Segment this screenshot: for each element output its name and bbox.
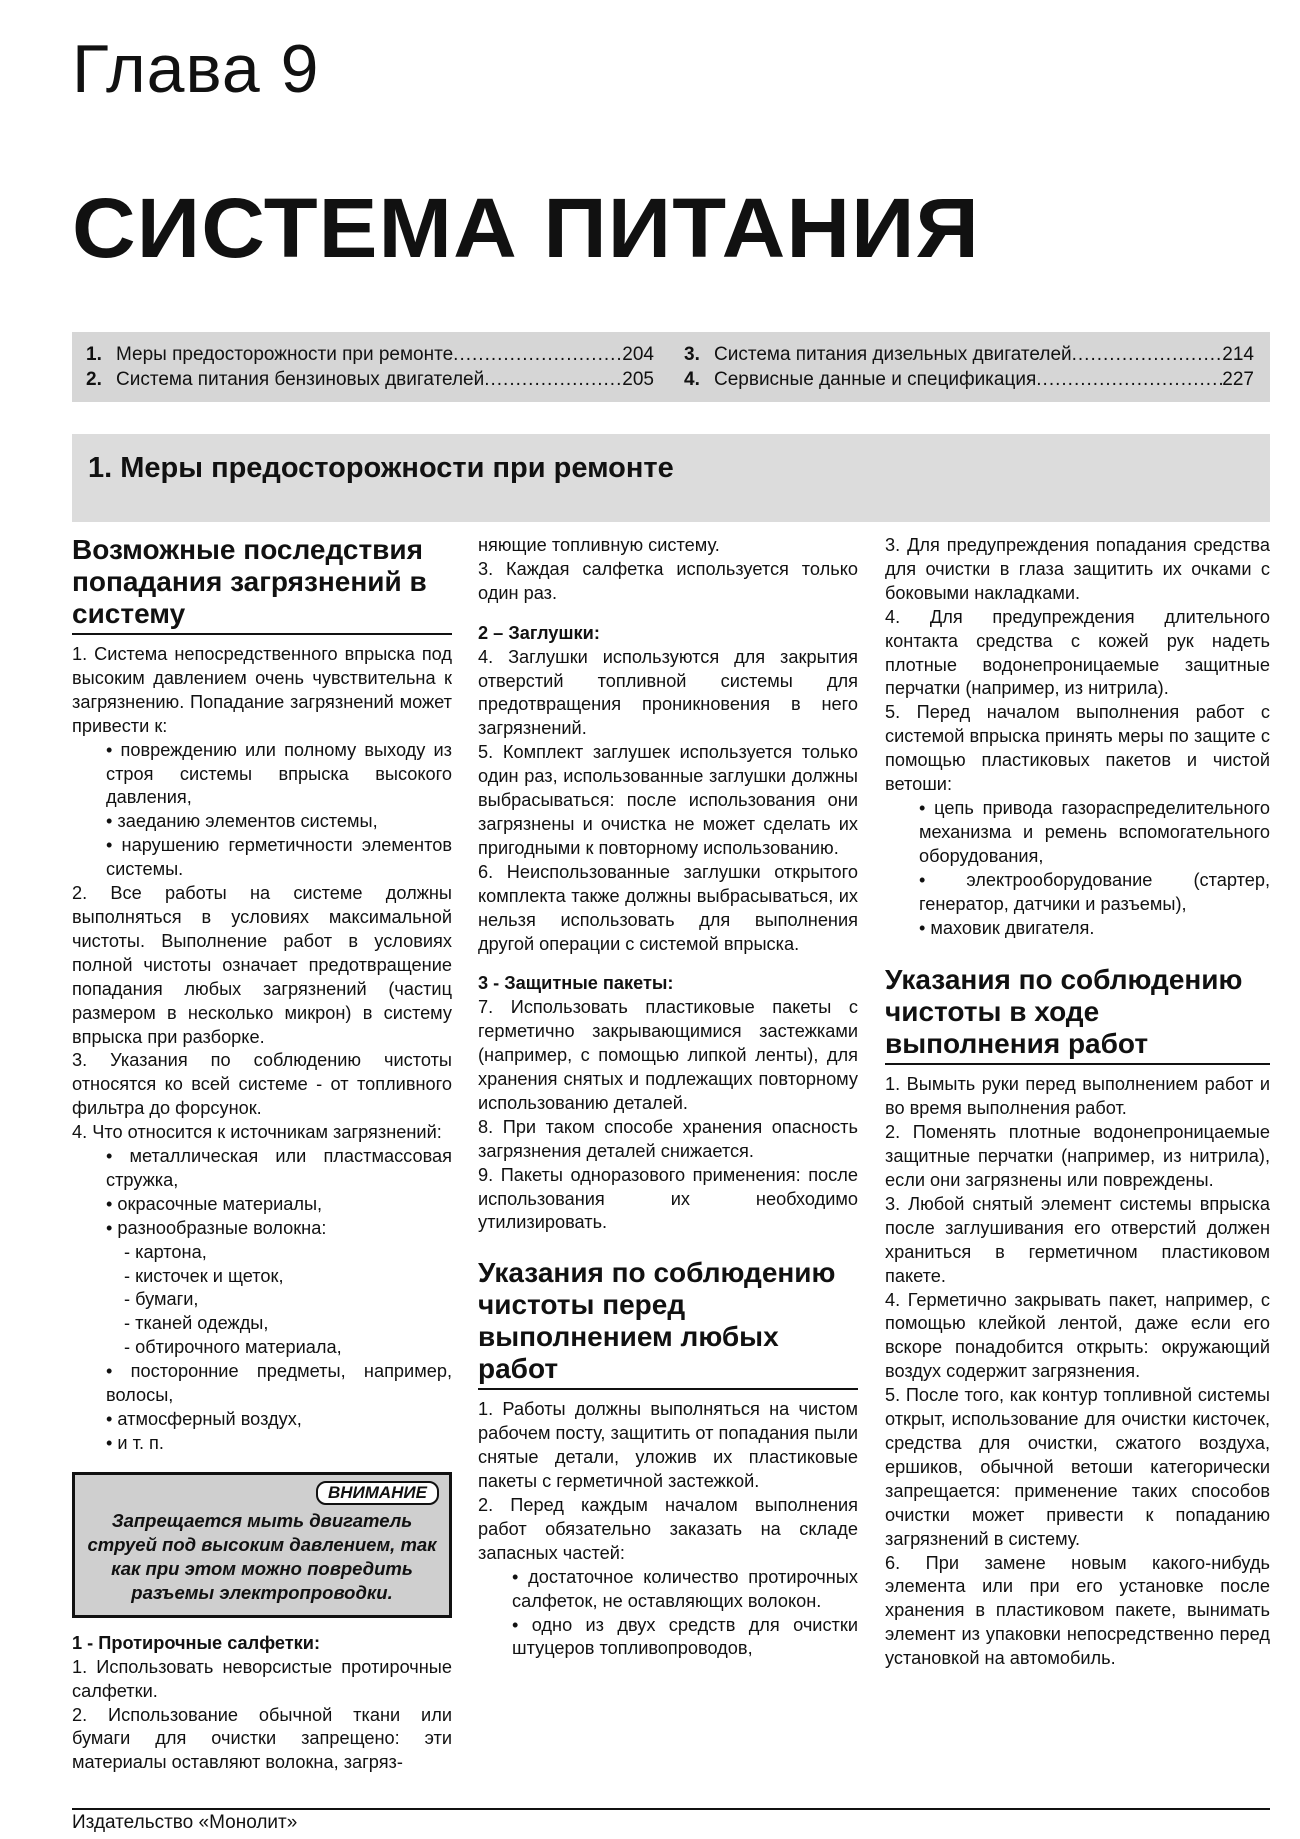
toc-text: Сервисные данные и спецификация [714,369,1037,390]
bullet-item: • повреждению или полному выходу из строя системы впрыска высокого давления, [106,739,452,808]
dash-item: - картона, [124,1241,207,1262]
subsection-heading: Указания по соблюдению чистоты в ходе выполнения работ [885,964,1270,1065]
paragraph: 4. Для предупреждения длительного контакта средства с кожей рук надеть плотные водонепроницаемые защитные перчатки (например, из нитрила). [885,606,1270,699]
dash-item: - тканей одежды, [124,1313,269,1334]
paragraph: 5. Комплект заглушек используется только один раз, использованные заглушки должны выбрасываться: после использования они загрязнены и очистка не может сделать их пригодными к повторному использованию. [478,742,858,858]
dash-item: - бумаги, [124,1289,199,1310]
paragraph: 2. Все работы на системе должны выполняться в условиях максимальной чистоты. Выполнение работ в условиях полной чистоты означает предотвращение попадания любых загрязнений (частиц размером в несколько микрон) в систему впрыска при разборке. [72,883,452,1047]
paragraph: 9. Пакеты одноразового применения: после использования их необходимо утилизировать. [478,1164,858,1233]
chapter-title: СИСТЕМА ПИТАНИЯ [72,181,981,275]
paragraph: 3. Для предупреждения попадания средства для очистки в глаза защитить их очками с боковыми накладками. [885,535,1270,603]
paragraph: 4. Заглушки используются для закрытия отверстий топливной системы для предотвращения проникновения в него загрязнений. [478,646,858,739]
warning-box [72,1472,452,1618]
bullet-item: • достаточное количество протирочных салфеток, не оставляющих волокон. [512,1566,858,1611]
paragraph: няющие топливную систему. [478,535,720,555]
bullet-item: • заеданию элементов системы, [106,811,378,832]
bullet-item: • одно из двух средств для очистки штуцеров топливопроводов, [512,1614,858,1659]
dash-item: - обтирочного материала, [124,1337,342,1358]
bullet-item: • нарушению герметичности элементов системы. [106,835,452,880]
paragraph: 2. Использование обычной ткани или бумаги для очистки запрещено: эти материалы оставляют волокна, загряз- [72,1704,452,1773]
paragraph: 1. Использовать неворсистые протирочные салфетки. [72,1656,452,1701]
toc-page: 227 [1222,369,1254,390]
paragraph: 8. При таком способе хранения опасность загрязнения деталей снижается. [478,1116,858,1161]
toc-entry[interactable] [684,342,1254,367]
paragraph: 2. Перед каждым началом выполнения работ обязательно заказать на складе запасных частей: [478,1495,858,1563]
paragraph: 2. Поменять плотные водонепроницаемые защитные перчатки (например, из нитрила), если они загрязнены или повреждены. [885,1122,1270,1191]
warning-label: ВНИМАНИЕ [316,1481,439,1505]
bullet-item: • атмосферный воздух, [106,1409,302,1429]
dash-item: - кисточек и щеток, [124,1265,284,1286]
chapter-label: Глава 9 [72,31,320,107]
toc-leader [484,367,622,392]
paragraph: 5. После того, как контур топливной системы открыт, использование для очистки кисточек, средства для очистки, сжатого воздуха, ершиков, обычной ветоши категорически запрещается: применение таких способов очистки может привести к попаданию загрязнений в систему. [885,1385,1270,1549]
bullet-item: • и т. п. [106,1432,164,1453]
table-of-contents [72,332,1270,402]
paragraph: 5. Перед началом выполнения работ с системой впрыска принять меры по защите с помощью пластиковых пакетов и чистой ветоши: [885,702,1270,795]
toc-page: 205 [622,369,654,390]
toc-page: 214 [1222,344,1254,365]
bullet-item: • посторонние предметы, например, волосы, [106,1361,452,1406]
toc-leader [1072,342,1223,367]
paragraph: 3. Каждая салфетка используется только один раз. [478,558,858,603]
toc-column-left [86,342,654,392]
bullet-item: • электрооборудование (стартер, генератор, датчики и разъемы), [919,869,1270,914]
toc-page: 204 [622,344,654,365]
bullet-item: • маховик двигателя. [919,917,1095,938]
toc-column-right [684,342,1254,392]
paragraph: 1. Работы должны выполняться на чистом рабочем посту, защитить от попадания пыли снятые детали, уложив их пластиковые пакеты с герметичной застежкой. [478,1399,858,1492]
section-header [72,434,1270,522]
toc-number: 2. [86,369,102,390]
toc-number: 4. [684,369,700,390]
toc-entry[interactable] [86,367,654,392]
footer-divider [72,1808,1270,1810]
toc-text: Система питания дизельных двигателей [714,344,1072,365]
bullet-item: • металлическая или пластмассовая стружка, [106,1146,452,1190]
bullet-item: • разнообразные волокна: [106,1217,327,1238]
text-column-3 [885,534,1270,1671]
bullet-item: • цепь привода газораспределительного механизма и ремень вспомогательного оборудования, [919,797,1270,866]
toc-leader [1036,367,1222,392]
subsection-heading: Указания по соблюдению чистоты перед выполнением любых работ [478,1257,858,1390]
subheading: 2 – Заглушки: [478,622,600,643]
toc-number: 1. [86,344,102,365]
paragraph: 1. Вымыть руки перед выполнением работ и во время выполнения работ. [885,1074,1270,1119]
toc-text: Система питания бензиновых двигателей [116,369,485,390]
paragraph: 7. Использовать пластиковые пакеты с герметично закрывающимися застежками (например, с помощью липкой ленты), для хранения снятых и подлежащих повторному использованию деталей. [478,997,858,1113]
paragraph: 3. Любой снятый элемент системы впрыска после заглушивания его отверстий должен храниться в герметичном пластиковом пакете. [885,1193,1270,1286]
paragraph: 4. Что относится к источникам загрязнений: [72,1122,442,1143]
text-column-1 [72,534,452,1775]
paragraph: 1. Система непосредственного впрыска под высоким давлением очень чувствительна к загрязнению. Попадание загрязнений может привести к: [72,644,452,736]
paragraph: 6. Неиспользованные заглушки открытого комплекта также должны выбрасываться, их нельзя использовать для выполнения другой операции с системой впрыска. [478,861,858,954]
toc-entry[interactable] [86,342,654,367]
text-column-2 [478,534,858,1661]
warning-text: Запрещается мыть двигатель струей под высоким давлением, так как при этом можно повредить разъемы электропроводки. [87,1509,437,1603]
subheading: 1 - Протирочные салфетки: [72,1632,321,1653]
bullet-item: • окрасочные материалы, [106,1193,323,1214]
paragraph: 6. При замене новым какого-нибудь элемента или при его установке после хранения в пластиковом пакете, вынимать элемент из упаковки непосредственно перед установкой на автомобиль. [885,1552,1270,1669]
toc-entry[interactable] [684,367,1254,392]
publisher-footer: Издательство «Монолит» [72,1812,298,1833]
toc-leader [453,342,622,367]
paragraph: 3. Указания по соблюдению чистоты относятся ко всей системе - от топливного фильтра до форсунок. [72,1050,452,1119]
subsection-heading: Возможные последствия попадания загрязнений в систему [72,534,452,635]
paragraph: 4. Герметично закрывать пакет, например, с помощью клейкой лентой, даже если его вскоре понадобится открыть: окружающий воздух содержит загрязнения. [885,1289,1270,1382]
toc-text: Меры предосторожности при ремонте [116,344,454,365]
toc-number: 3. [684,344,700,365]
subheading: 3 - Защитные пакеты: [478,973,674,994]
section-title: 1. Меры предосторожности при ремонте [88,452,674,484]
